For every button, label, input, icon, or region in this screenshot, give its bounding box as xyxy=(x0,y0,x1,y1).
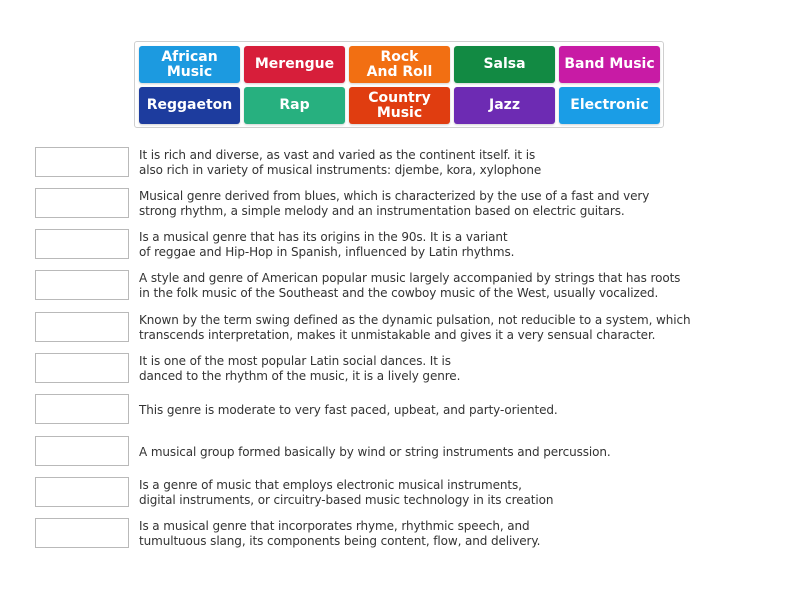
answer-drop-box[interactable] xyxy=(35,353,129,383)
answer-drop-box[interactable] xyxy=(35,270,129,300)
tile-rap[interactable]: Rap xyxy=(244,87,345,124)
description-text: This genre is moderate to very fast paced, upbeat, and party-oriented. xyxy=(139,402,558,417)
answer-drop-box[interactable] xyxy=(35,394,129,424)
description-text: Is a genre of music that employs electronic musical instruments, digital instruments, or circuitry-based music technology in its creation xyxy=(139,478,554,507)
answer-drop-box[interactable] xyxy=(35,229,129,259)
description-text: Is a musical genre that incorporates rhyme, rhythmic speech, and tumultuous slang, its components being content, flow, and delivery. xyxy=(139,519,541,548)
tile-electronic[interactable]: Electronic xyxy=(559,87,660,124)
description-text: Is a musical genre that has its origins in the 90s. It is a variant of reggae and Hip-Hop in Spanish, influenced by Latin rhythms. xyxy=(139,230,515,259)
tile-country-music[interactable]: Country Music xyxy=(349,87,450,124)
description-text: It is one of the most popular Latin social dances. It is danced to the rhythm of the music, it is a lively genre. xyxy=(139,354,461,383)
tile-band-music[interactable]: Band Music xyxy=(559,46,660,83)
description-text: Known by the term swing defined as the dynamic pulsation, not reducible to a system, which transcends interpretation, makes it unmistakable and gives it a very sensual character. xyxy=(139,313,691,342)
match-row xyxy=(35,394,755,426)
answer-drop-box[interactable] xyxy=(35,477,129,507)
description-text: A style and genre of American popular music largely accompanied by strings that has roots in the folk music of the Southeast and the cowboy music of the West, usually vocalized. xyxy=(139,271,681,300)
tile-merengue[interactable]: Merengue xyxy=(244,46,345,83)
match-row xyxy=(35,518,755,550)
answer-drop-box[interactable] xyxy=(35,312,129,342)
tile-reggaeton[interactable]: Reggaeton xyxy=(139,87,240,124)
answer-drop-box[interactable] xyxy=(35,188,129,218)
match-row xyxy=(35,312,755,344)
match-row xyxy=(35,436,755,468)
tile-rock-and-roll[interactable]: Rock And Roll xyxy=(349,46,450,83)
description-text: A musical group formed basically by wind or string instruments and percussion. xyxy=(139,444,611,459)
tile-jazz[interactable]: Jazz xyxy=(454,87,555,124)
tile-salsa[interactable]: Salsa xyxy=(454,46,555,83)
match-row xyxy=(35,147,755,179)
match-row xyxy=(35,477,755,509)
answer-drop-box[interactable] xyxy=(35,518,129,548)
answer-drop-box[interactable] xyxy=(35,436,129,466)
answer-drop-box[interactable] xyxy=(35,147,129,177)
description-text: Musical genre derived from blues, which is characterized by the use of a fast and very strong rhythm, a simple melody and an instrumentation based on electric guitars. xyxy=(139,189,650,218)
match-row xyxy=(35,188,755,220)
tile-african-music[interactable]: African Music xyxy=(139,46,240,83)
description-text: It is rich and diverse, as vast and varied as the continent itself. it is also rich in variety of musical instruments: djembe, kora, xylophone xyxy=(139,148,542,177)
answer-tile-bank xyxy=(134,41,664,128)
match-row xyxy=(35,353,755,385)
match-row xyxy=(35,229,755,261)
match-row xyxy=(35,270,755,302)
